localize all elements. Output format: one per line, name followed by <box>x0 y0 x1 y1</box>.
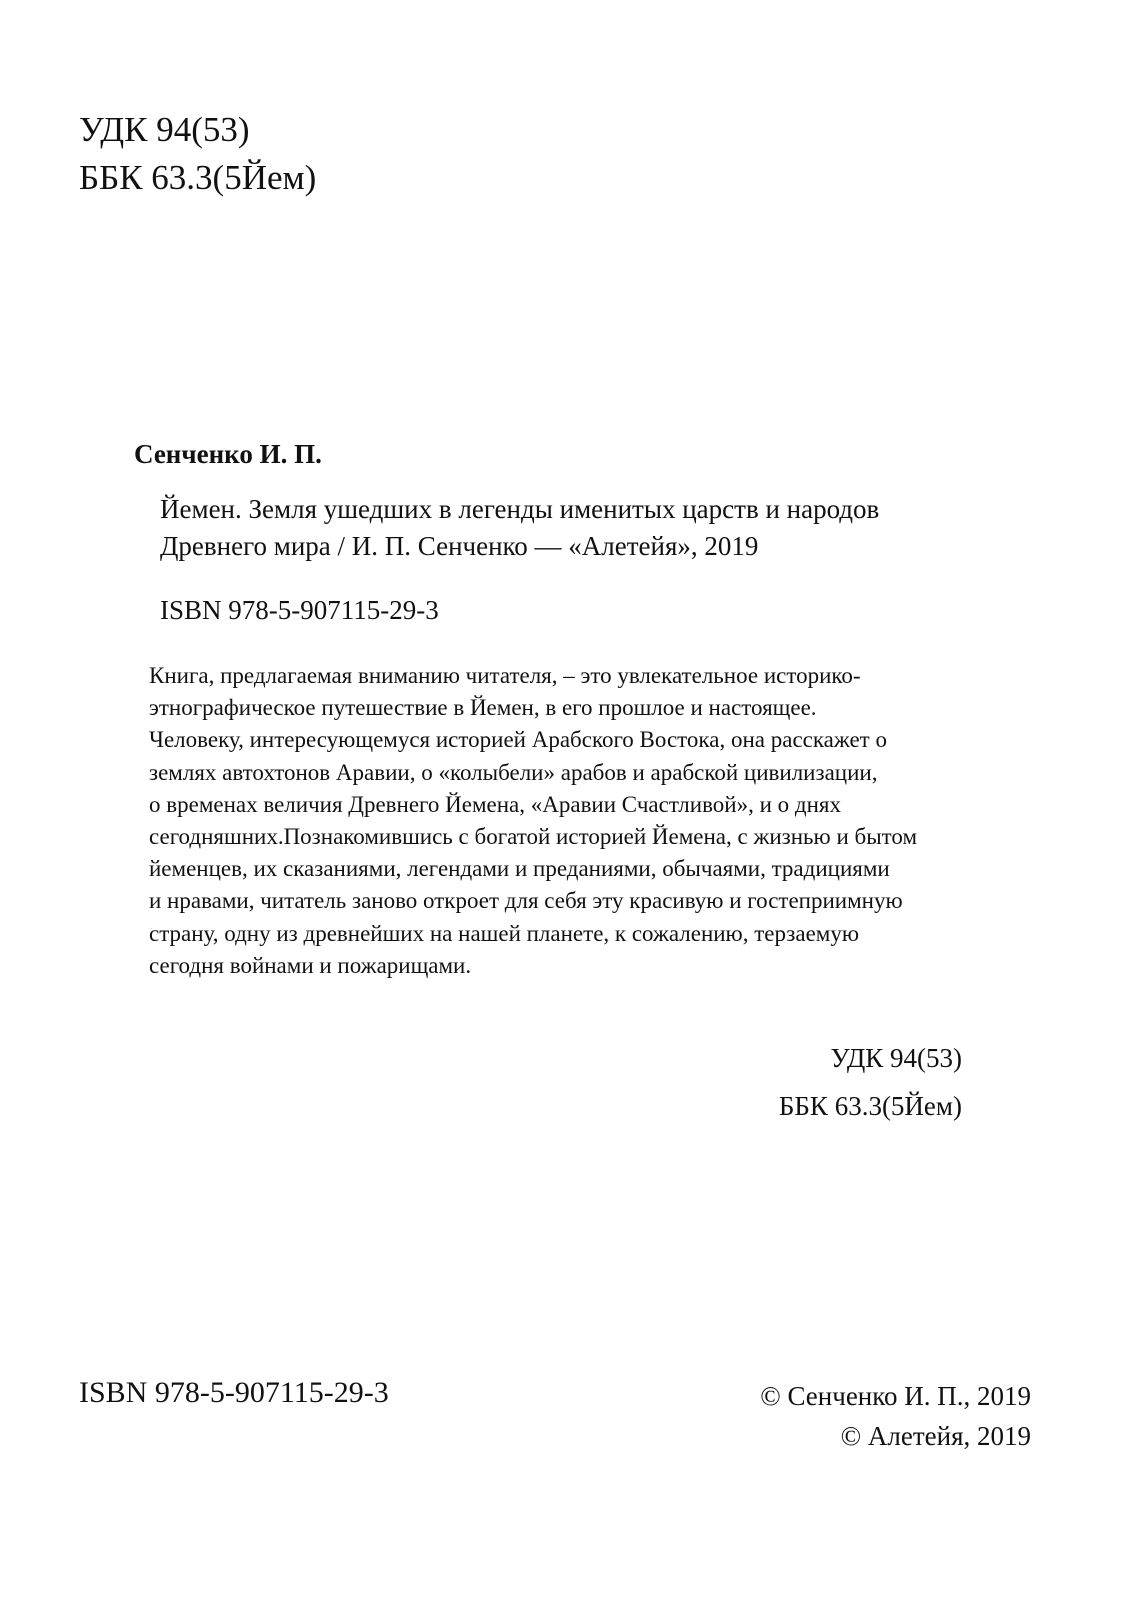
annotation-line: сегодняшних.Познакомившись с богатой историей Йемена, с жизнью и бытом <box>149 824 918 850</box>
annotation-line: Человеку, интересующемуся историей Арабского Востока, она расскажет о <box>149 727 887 753</box>
annotation-line: страну, одну из древнейших на нашей планете, к сожалению, терзаемую <box>149 920 860 946</box>
annotation-line: о временах величия Древнего Йемена, «Аравии Счастливой», и о днях <box>149 791 841 817</box>
udk-code: УДК 94(53) <box>79 110 250 149</box>
author-name: Сенченко И. П. <box>134 439 322 469</box>
annotation-line: йеменцев, их сказаниями, легендами и преданиями, обычаями, традициями <box>149 856 890 882</box>
classification-codes-bottom <box>690 1034 962 1130</box>
annotation-line: этнографическое путешествие в Йемен, в его прошлое и настоящее. <box>149 695 817 721</box>
classification-codes-top <box>79 106 316 202</box>
udk-code: УДК 94(53) <box>830 1043 962 1073</box>
book-title <box>160 491 879 565</box>
bbk-code: ББК 63.3(5Йем) <box>79 158 317 197</box>
copyright-block <box>720 1376 1031 1456</box>
bbk-code: ББК 63.3(5Йем) <box>778 1091 962 1121</box>
copyright-line: © Алетейя, 2019 <box>840 1421 1031 1451</box>
annotation-line: и нравами, читатель заново откроет для себя эту красивую и гостеприимную <box>149 888 903 914</box>
title-line: Древнего мира / И. П. Сенченко — «Алетейя», 2019 <box>160 531 759 561</box>
annotation-line: сегодня войнами и пожарищами. <box>149 952 472 978</box>
annotation-line: Книга, предлагаемая вниманию читателя, – это увлекательное историко- <box>149 663 861 688</box>
isbn-main: ISBN 978-5-907115-29-3 <box>160 595 439 625</box>
copyright-line: © Сенченко И. П., 2019 <box>760 1381 1031 1411</box>
isbn-bottom: ISBN 978-5-907115-29-3 <box>79 1376 389 1409</box>
annotation <box>149 660 1069 982</box>
annotation-line: землях автохтонов Аравии, о «колыбели» арабов и арабской цивилизации, <box>149 759 878 785</box>
title-line: Йемен. Земля ушедших в легенды именитых царств и народов <box>160 494 880 524</box>
